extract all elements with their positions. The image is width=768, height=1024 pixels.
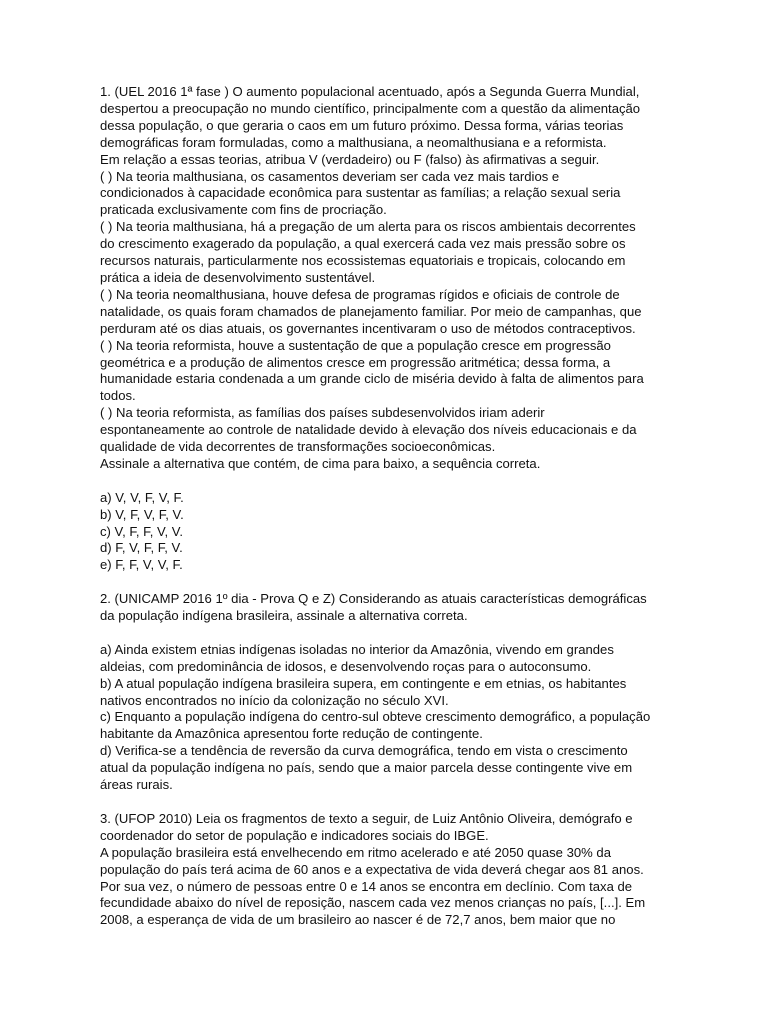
text-line: b) V, F, V, F, V. [100, 506, 184, 522]
text-line: nativos encontrados no início da colonização no século XVI. [100, 692, 449, 708]
text-line: ( ) Na teoria reformista, as famílias dos países subdesenvolvidos iriam aderir [100, 405, 545, 421]
text-line: praticada exclusivamente com fins de procriação. [100, 202, 387, 218]
text-line: demográficas foram formuladas, como a malthusiana, a neomalthusiana e a reformista. [100, 134, 607, 150]
text-line: d) Verifica-se a tendência de reversão da curva demográfica, tendo em vista o crescimento [100, 743, 628, 759]
text-line: Assinale a alternativa que contém, de cima para baixo, a sequência correta. [100, 455, 541, 471]
text-line: ( ) Na teoria malthusiana, os casamentos deveriam ser cada vez mais tardios e [100, 168, 560, 184]
text-line: população do país terá acima de 60 anos e a expectativa de vida deverá chegar aos 81 anos. [100, 861, 644, 877]
text-line: 1. (UEL 2016 1ª fase ) O aumento populacional acentuado, após a Segunda Guerra Mundial, [100, 84, 640, 99]
text-line: prática a ideia de desenvolvimento sustentável. [100, 269, 376, 285]
text-line: dessa população, o que geraria o caos em um futuro próximo. Dessa forma, várias teorias [100, 117, 624, 133]
text-line: ( ) Na teoria malthusiana, há a pregação de um alerta para os riscos ambientais decorrentes [100, 219, 636, 235]
text-line: a) Ainda existem etnias indígenas isoladas no interior da Amazônia, vivendo em grandes [100, 641, 614, 657]
text-line: atual da população indígena no país, sendo que a maior parcela desse contingente vive em [100, 760, 633, 776]
text-line: ( ) Na teoria reformista, houve a sustentação de que a população cresce em progressão [100, 337, 611, 353]
blank-line [100, 794, 708, 811]
text-line: ( ) Na teoria neomalthusiana, houve defesa de programas rígidos e oficiais de controle de [100, 286, 620, 302]
text-line: áreas rurais. [100, 777, 173, 793]
text-line: qualidade de vida decorrentes de transformações socioeconômicas. [100, 439, 496, 455]
text-line: 3. (UFOP 2010) Leia os fragmentos de texto a seguir, de Luiz Antônio Oliveira, demógrafo e [100, 810, 633, 826]
text-line: a) V, V, F, V, F. [100, 489, 184, 505]
text-line: natalidade, os quais foram chamados de planejamento familiar. Por meio de campanhas, que [100, 303, 642, 319]
text-line: Em relação a essas teorias, atribua V (verdadeiro) ou F (falso) às afirmativas a seguir. [100, 151, 600, 167]
text-line: coordenador do setor de população e indicadores sociais do IBGE. [100, 827, 489, 843]
blank-line [100, 473, 708, 490]
text-line: despertou a preocupação no mundo científico, principalmente com a questão da alimentação [100, 100, 641, 116]
blank-line [100, 574, 708, 591]
text-line: perduram até os dias atuais, os governantes incentivaram o uso de métodos contraceptivos. [100, 320, 636, 336]
text-line: recursos naturais, particularmente nos ecossistemas equatoriais e tropicais, colocando em [100, 253, 626, 269]
text-line: Por sua vez, o número de pessoas entre 0 e 14 anos se encontra em declínio. Com taxa de [100, 878, 633, 894]
text-line: fecundidade abaixo do nível de reposição, nascem cada vez menos crianças no país, [...]. Em [100, 895, 646, 911]
text-line: todos. [100, 388, 136, 404]
text-line: d) F, V, F, F, V. [100, 540, 183, 556]
text-line: da população indígena brasileira, assinale a alternativa correta. [100, 608, 468, 624]
text-line: b) A atual população indígena brasileira supera, em contingente e em etnias, os habitantes [100, 675, 627, 691]
text-line: do crescimento exagerado da população, a qual exercerá cada vez mais pressão sobre os [100, 236, 626, 252]
text-line: humanidade estaria condenada a um grande ciclo de miséria devido à falta de alimentos para [100, 371, 644, 387]
blank-line [100, 625, 708, 642]
text-line: 2. (UNICAMP 2016 1º dia - Prova Q e Z) Considerando as atuais características demográficas [100, 591, 647, 607]
text-line: espontaneamente ao controle de natalidade devido à elevação dos níveis educacionais e da [100, 422, 637, 438]
text-line: A população brasileira está envelhecendo em ritmo acelerado e até 2050 quase 30% da [100, 844, 612, 860]
text-line: c) V, F, F, V, V. [100, 523, 183, 539]
text-line: habitante da Amazônica apresentou forte redução de contingente. [100, 726, 483, 742]
text-line: condicionados à capacidade econômica para sustentar as famílias; a relação sexual seria [100, 185, 621, 201]
text-line: geométrica e a produção de alimentos cresce em progressão aritmética; dessa forma, a [100, 354, 611, 370]
text-line: e) F, F, V, V, F. [100, 557, 183, 573]
text-line: aldeias, com predominância de idosos, e desenvolvendo roças para o autoconsumo. [100, 658, 592, 674]
text-line: 2008, a esperança de vida de um brasileiro ao nascer é de 72,7 anos, bem maior que no [100, 912, 616, 928]
text-line: c) Enquanto a população indígena do centro-sul obteve crescimento demográfico, a população [100, 709, 651, 725]
